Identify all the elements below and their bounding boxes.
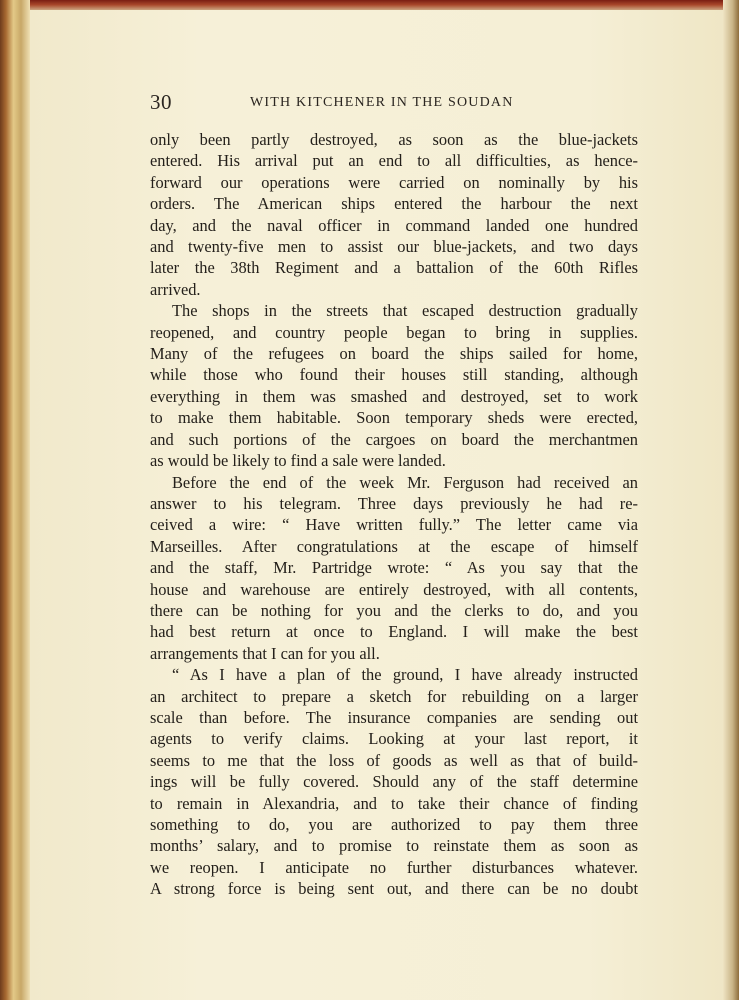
page-header xyxy=(150,90,640,114)
text-line: seems to me that the loss of goods as well as that of build- xyxy=(150,750,638,770)
text-line: A strong force is being sent out, and there can be no doubt xyxy=(150,879,638,899)
text-line: only been partly destroyed, as soon as the blue-jackets xyxy=(150,130,638,149)
text-line: ings will be fully covered. Should any of the staff determine xyxy=(150,772,638,792)
text-line: had best return at once to England. I will make the best xyxy=(150,622,638,642)
text-line: an architect to prepare a sketch for rebuilding on a larger xyxy=(150,686,638,706)
text-line: we reopen. I anticipate no further disturbances whatever. xyxy=(150,857,638,877)
text-line: to make them habitable. Soon temporary sheds were erected, xyxy=(150,408,638,428)
text-line: day, and the naval officer in command landed one hundred xyxy=(150,215,638,235)
text-line: reopened, and country people began to bring in supplies. xyxy=(150,322,638,342)
text-line: as would be likely to find a sale were landed. xyxy=(150,451,446,471)
text-line: while those who found their houses still standing, although xyxy=(150,365,638,385)
text-line: entered. His arrival put an end to all difficulties, as hence- xyxy=(150,151,638,171)
text-line: everything in them was smashed and destroyed, set to work xyxy=(150,386,638,406)
book-spine xyxy=(0,0,30,1000)
page-stack-edge xyxy=(723,0,739,1000)
text-line: something to do, you are authorized to pay them three xyxy=(150,815,638,834)
text-line: forward our operations were carried on nominally by his xyxy=(150,172,638,192)
text-line: ceived a wire: “ Have written fully.” The letter came via xyxy=(150,515,638,535)
text-line: orders. The American ships entered the harbour the next xyxy=(150,194,638,214)
running-head: WITH KITCHENER IN THE SOUDAN xyxy=(250,95,514,110)
text-line: there can be nothing for you and the clerks to do, and you xyxy=(150,600,638,620)
text-line: agents to verify claims. Looking at your last report, it xyxy=(150,729,638,749)
text-line: later the 38th Regiment and a battalion of the 60th Rifles xyxy=(150,258,638,278)
text-line: arrangements that I can for you all. xyxy=(150,643,380,663)
text-line: months’ salary, and to promise to reinstate them as soon as xyxy=(150,836,638,856)
text-line: Marseilles. After congratulations at the escape of himself xyxy=(150,536,638,556)
text-line: to remain in Alexandria, and to take their chance of finding xyxy=(150,793,638,813)
text-line: Many of the refugees on board the ships sailed for home, xyxy=(150,344,638,364)
text-line: Before the end of the week Mr. Ferguson had received an xyxy=(172,472,638,492)
text-line: scale than before. The insurance companies are sending out xyxy=(150,707,638,727)
text-line: answer to his telegram. Three days previously he had re- xyxy=(150,493,638,513)
text-line: arrived. xyxy=(150,279,201,299)
text-line: and the staff, Mr. Partridge wrote: “ As you say that the xyxy=(150,558,638,578)
text-line: and twenty-five men to assist our blue-jackets, and two days xyxy=(150,237,638,257)
text-line: and such portions of the cargoes on board the merchantmen xyxy=(150,429,638,449)
text-line: The shops in the streets that escaped destruction gradually xyxy=(172,301,638,321)
text-line: “ As I have a plan of the ground, I have already instructed xyxy=(172,665,638,685)
text-line: house and warehouse are entirely destroyed, with all contents, xyxy=(150,579,638,599)
page-number: 30 xyxy=(150,90,172,114)
body-text xyxy=(150,129,638,900)
